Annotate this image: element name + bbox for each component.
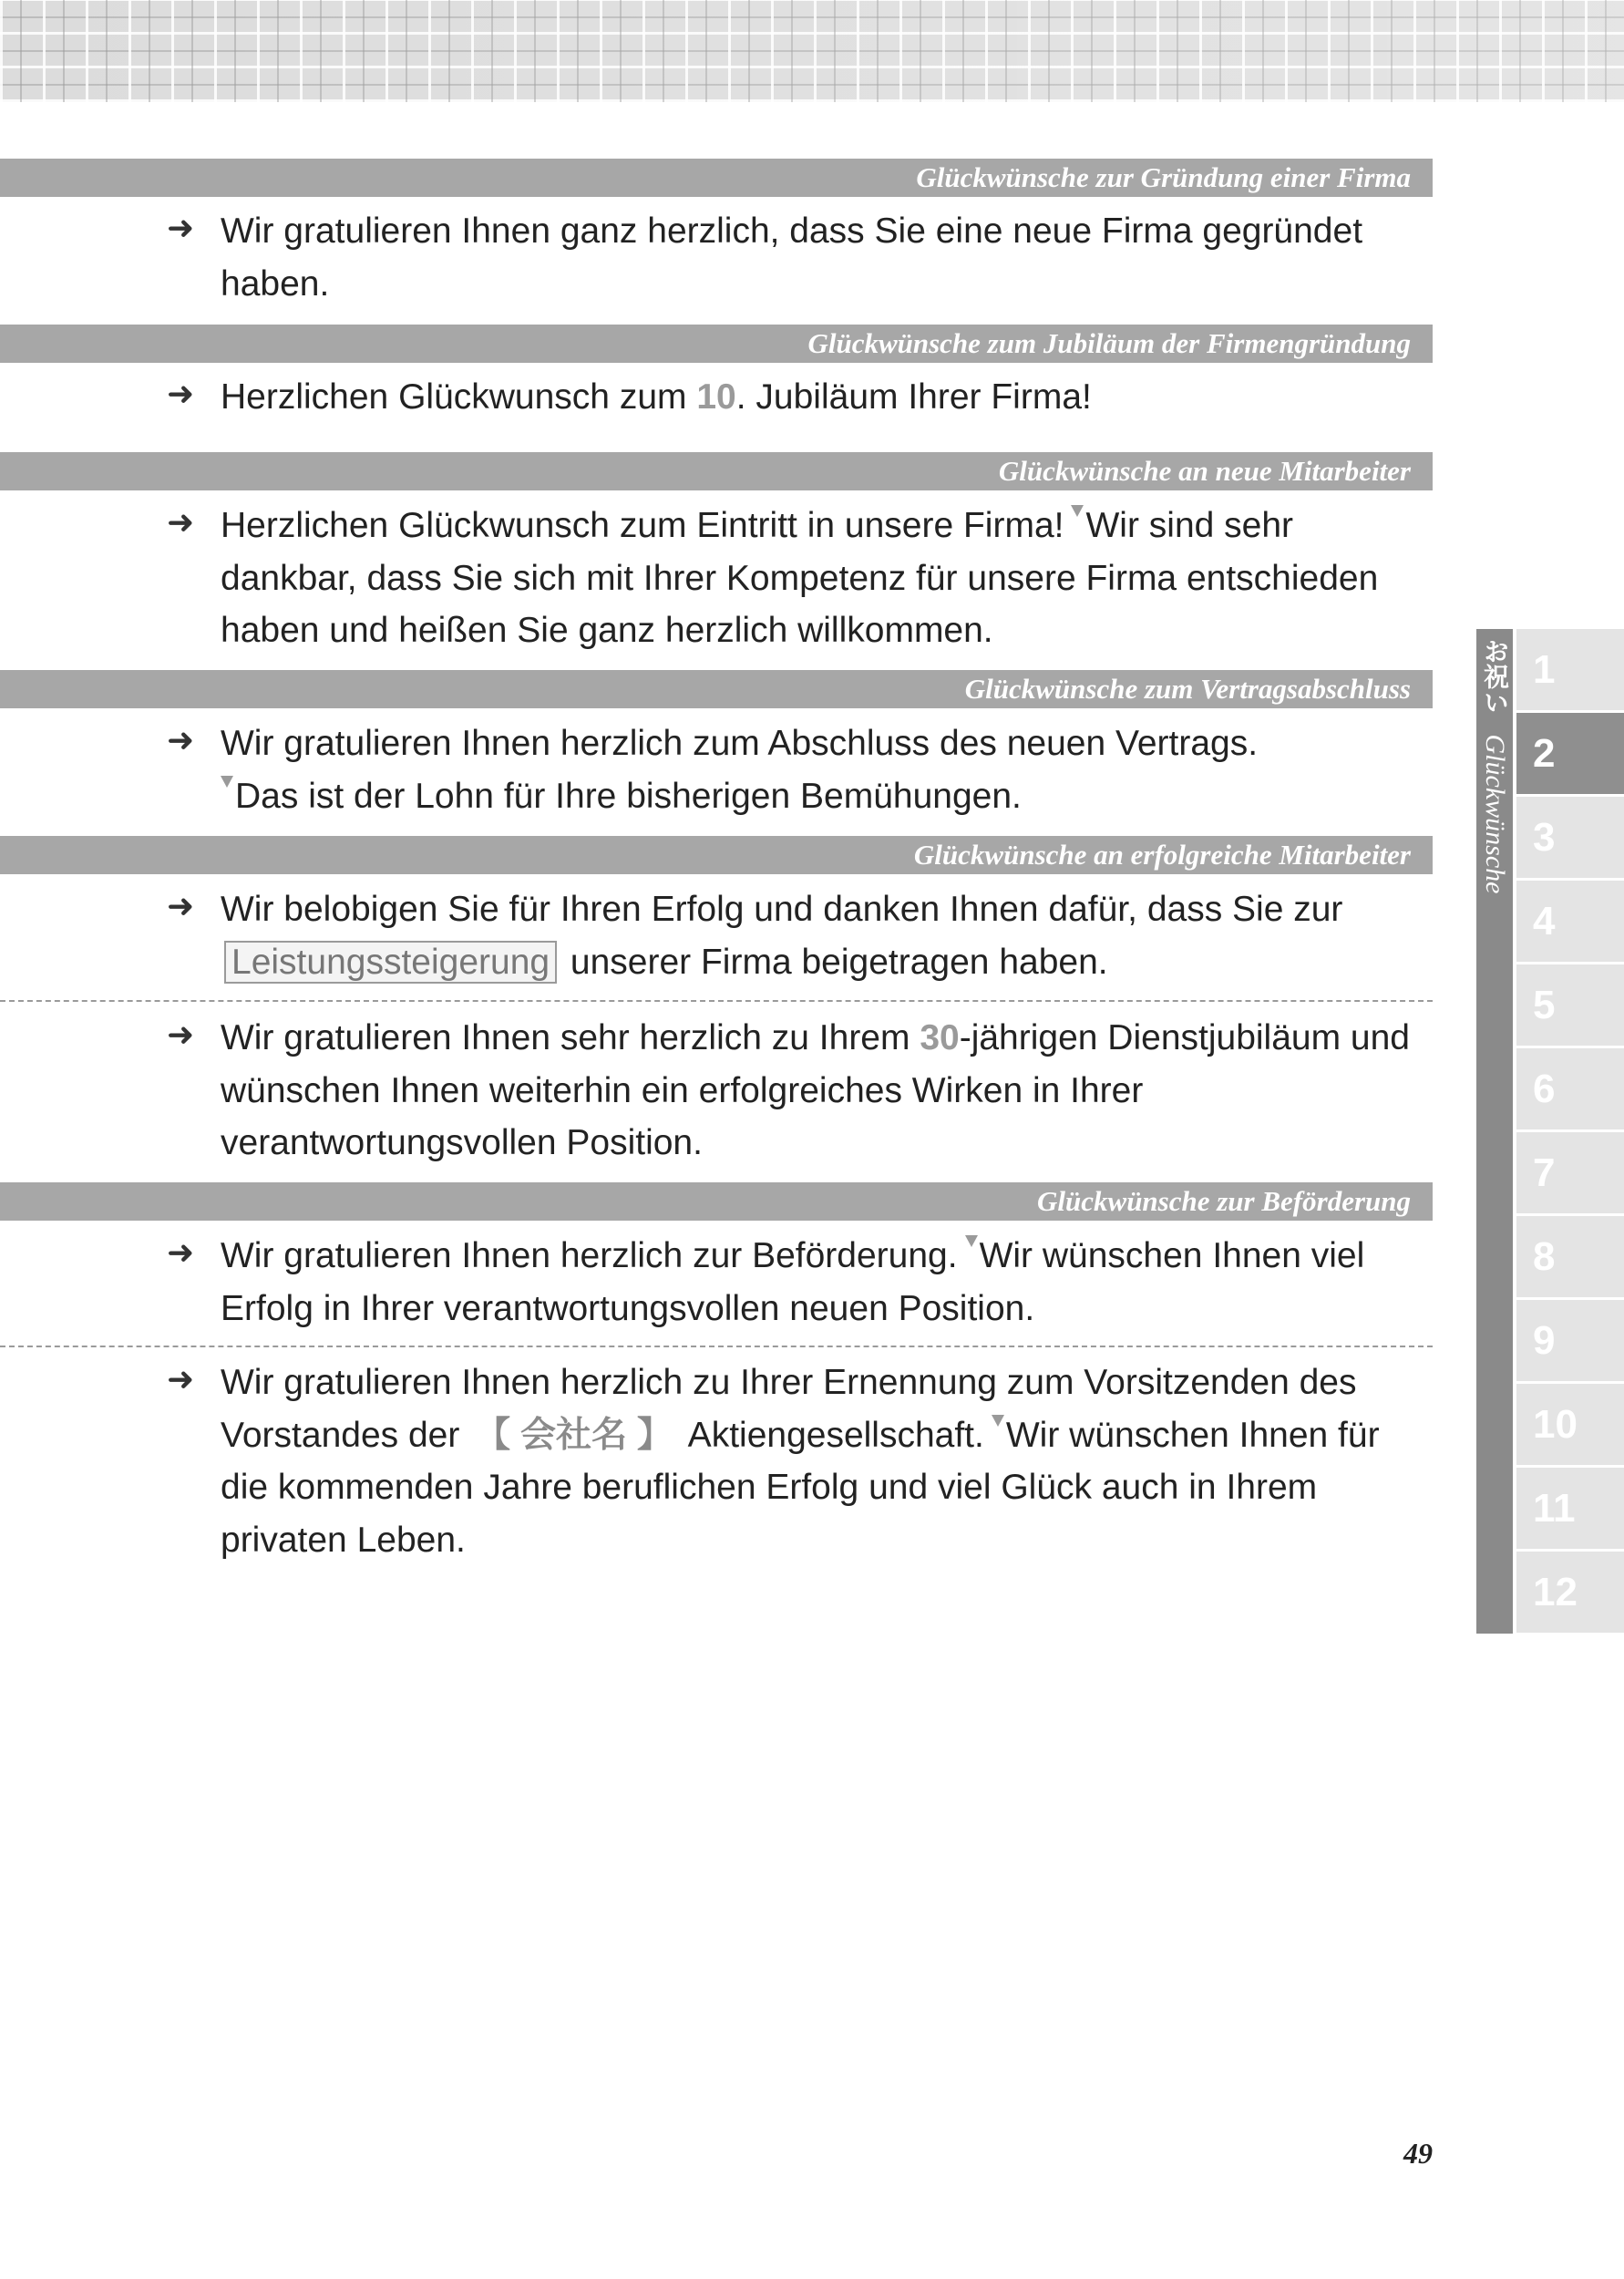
section-header-anniversary: Glückwünsche zum Jubiläum der Firmengründung (0, 325, 1433, 363)
entry-text: Herzlichen Glückwunsch zum 10. Jubiläum Ihrer Firma! (221, 377, 1092, 417)
chapter-tab-5[interactable]: 5 (1516, 964, 1624, 1046)
chapter-tab-1[interactable]: 1 (1516, 629, 1624, 710)
page-number: 49 (1403, 2137, 1433, 2170)
chapter-tab-9[interactable]: 9 (1516, 1300, 1624, 1381)
entry-text: Wir gratulieren Ihnen herzlich zur Beförderung. Wir wünschen Ihnen viel Erfolg in Ihrer verantwortungsvollen neuen Position. (221, 1236, 1365, 1328)
highlight-number: 10 (696, 377, 736, 417)
section-header-promotion: Glückwünsche zur Beförderung (0, 1182, 1433, 1221)
sentence-marker-icon (1071, 505, 1084, 517)
chapter-tab-6[interactable]: 6 (1516, 1048, 1624, 1129)
sentence-marker-icon (992, 1415, 1004, 1427)
arrow-icon: ➜ (167, 209, 195, 246)
chapter-tab-4[interactable]: 4 (1516, 881, 1624, 962)
entry-text: Wir gratulieren Ihnen herzlich zum Abschluss des neuen Vertrags. Das ist der Lohn für Ihre bisherigen Bemühungen. (221, 724, 1259, 816)
entry-text: Herzlichen Glückwunsch zum Eintritt in unsere Firma! Wir sind sehr dankbar, dass Sie sich mit Ihrer Kompetenz für unsere Firma entschieden haben und heißen Sie ganz herzlich willkommen. (221, 506, 1379, 650)
divider (0, 1000, 1433, 1002)
chapter-label-jp: お祝い (1480, 638, 1510, 715)
chapter-tab-12[interactable]: 12 (1516, 1552, 1624, 1633)
chapter-tab-10[interactable]: 10 (1516, 1384, 1624, 1465)
arrow-icon: ➜ (167, 1016, 195, 1053)
section-header-founding: Glückwünsche zur Gründung einer Firma (0, 159, 1433, 197)
divider (0, 1346, 1433, 1347)
company-name-placeholder: 【 会社名 】 (475, 1415, 673, 1455)
chapter-tab-8[interactable]: 8 (1516, 1216, 1624, 1297)
entry-text: Wir gratulieren Ihnen ganz herzlich, dass Sie eine neue Firma gegründet haben. (221, 211, 1363, 304)
arrow-icon: ➜ (167, 721, 195, 758)
arrow-icon: ➜ (167, 887, 195, 924)
chapter-label (1476, 638, 1513, 893)
entry-text: Wir belobigen Sie für Ihren Erfolg und danken Ihnen dafür, dass Sie zur Leistungssteigerung unserer Firma beigetragen haben. (221, 890, 1343, 982)
chapter-tab-3[interactable]: 3 (1516, 797, 1624, 878)
entry-text: Wir gratulieren Ihnen herzlich zu Ihrer Ernennung zum Vorsitzenden des Vorstandes der 【 会社名 】 Aktiengesellschaft. Wir wünschen Ihnen für die kommenden Jahre beruflichen Erfolg und viel Glück auch in Ihrem privaten Leben. (221, 1363, 1380, 1560)
chapter-tabs (1516, 629, 1624, 1635)
entry-text: Wir gratulieren Ihnen sehr herzlich zu Ihrem 30-jährigen Dienstjubiläum und wünschen Ihnen weiterhin ein erfolgreiches Wirken in Ihrer verantwortungsvollen Position. (221, 1018, 1410, 1162)
arrow-icon: ➜ (167, 375, 195, 412)
section-header-contract: Glückwünsche zum Vertragsabschluss (0, 670, 1433, 708)
sentence-marker-icon (221, 776, 233, 788)
highlighted-term: Leistungssteigerung (224, 941, 557, 984)
chapter-label-de: Glückwünsche (1480, 734, 1510, 894)
chapter-tab-11[interactable]: 11 (1516, 1468, 1624, 1549)
chapter-tab-2[interactable]: 2 (1516, 713, 1624, 794)
sentence-marker-icon (965, 1235, 978, 1247)
arrow-icon: ➜ (167, 503, 195, 541)
chapter-tab-7[interactable]: 7 (1516, 1132, 1624, 1213)
arrow-icon: ➜ (167, 1233, 195, 1271)
arrow-icon: ➜ (167, 1360, 195, 1397)
section-header-new-employees: Glückwünsche an neue Mitarbeiter (0, 452, 1433, 490)
section-header-successful-employees: Glückwünsche an erfolgreiche Mitarbeiter (0, 836, 1433, 874)
highlight-number: 30 (920, 1018, 960, 1057)
